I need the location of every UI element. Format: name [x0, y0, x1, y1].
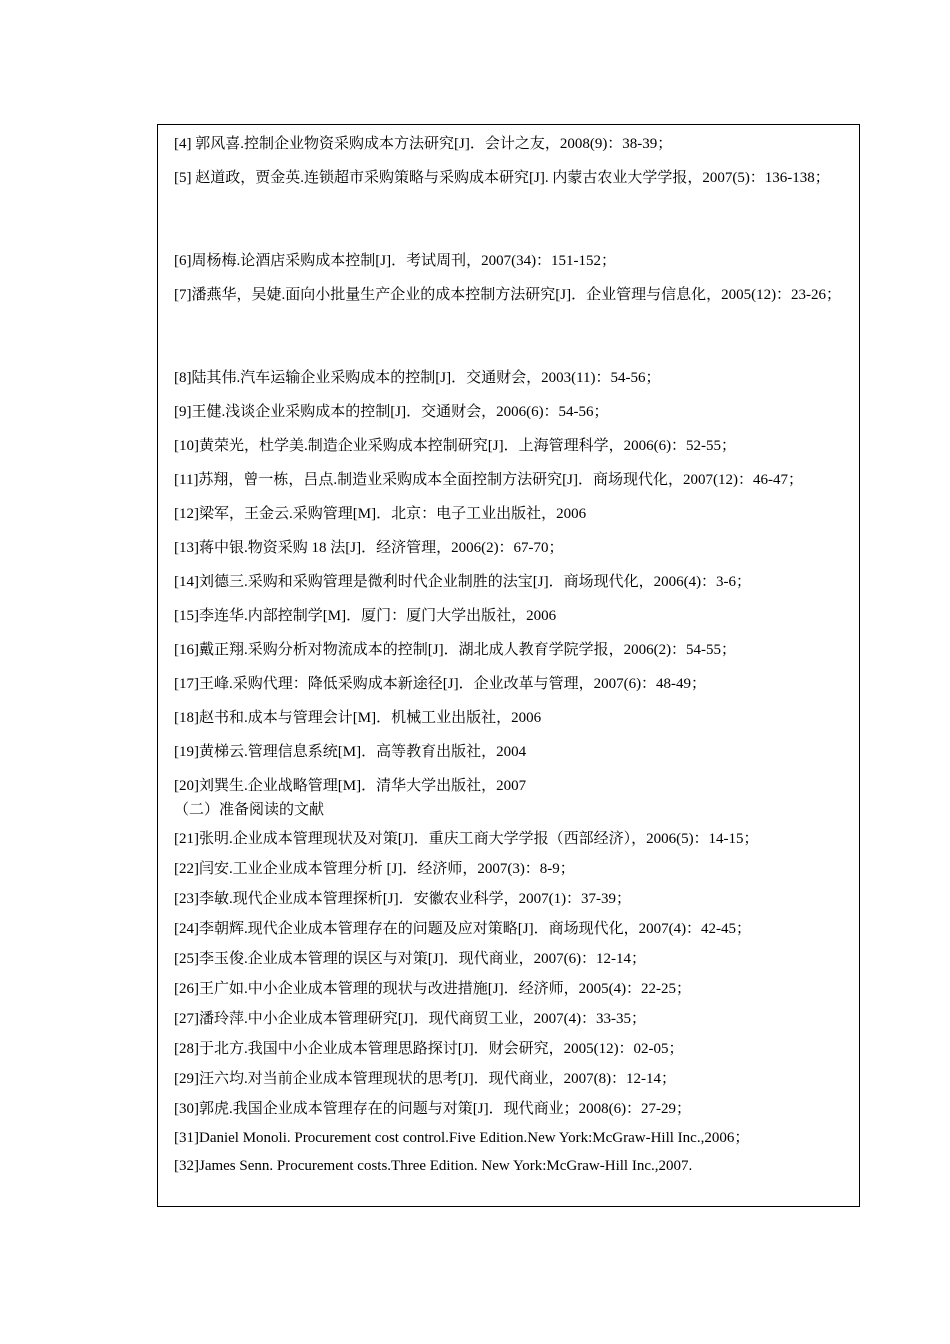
- section-heading: （二）准备阅读的文献: [174, 802, 325, 818]
- reference-item: [25]李玉俊.企业成本管理的误区与对策[J]．现代商业，2007(6)：12-14；: [174, 951, 647, 967]
- reference-item: [31]Daniel Monoli. Procurement cost control.Five Edition.New York:McGraw-Hill Inc.,2006；: [174, 1130, 750, 1146]
- reference-item: [27]潘玲萍.中小企业成本管理研究[J]．现代商贸工业，2007(4)：33-35；: [174, 1011, 647, 1027]
- reference-item: [6]周杨梅.论酒店采购成本控制[J]．考试周刊，2007(34)：151-152；: [174, 253, 617, 269]
- reference-item: [4] 郭风喜.控制企业物资采购成本方法研究[J]．会计之友，2008(9)：38-39；: [174, 136, 673, 152]
- reference-item: [11]苏翔，曾一栋，吕点.制造业采购成本全面控制方法研究[J]．商场现代化，2007(12)：46-47；: [174, 472, 804, 488]
- reference-item: [12]梁军，王金云.采购管理[M]．北京：电子工业出版社，2006: [174, 506, 587, 522]
- reference-list-primary: [174, 127, 854, 803]
- reference-item: [19]黄梯云.管理信息系统[M]．高等教育出版社，2004: [174, 744, 527, 760]
- reference-item: [24]李朝辉.现代企业成本管理存在的问题及应对策略[J]．商场现代化，2007(4)：42-45；: [174, 921, 752, 937]
- reference-item: [16]戴正翔.采购分析对物流成本的控制[J]．湖北成人教育学院学报，2006(2)：54-55；: [174, 642, 737, 658]
- reference-item: [30]郭虎.我国企业成本管理存在的问题与对策[J]．现代商业；2008(6)：27-29；: [174, 1101, 692, 1117]
- reference-item: [18]赵书和.成本与管理会计[M]．机械工业出版社，2006: [174, 710, 542, 726]
- reference-item: [15]李连华.内部控制学[M]．厦门：厦门大学出版社，2006: [174, 608, 557, 624]
- reference-item: [22]闫安.工业企业成本管理分析 [J]．经济师，2007(3)：8-9；: [174, 861, 575, 877]
- reference-item: [29]汪六均.对当前企业成本管理现状的思考[J]．现代商业，2007(8)：12-14；: [174, 1071, 677, 1087]
- reference-item: [7]潘燕华，吴婕.面向小批量生产企业的成本控制方法研究[J]．企业管理与信息化，2005(12)：23-26；: [174, 287, 842, 303]
- reference-item: [17]王峰.采购代理：降低采购成本新途径[J]．企业改革与管理，2007(6)：48-49；: [174, 676, 707, 692]
- reference-list-reading: [174, 800, 854, 1180]
- reference-item: [28]于北方.我国中小企业成本管理思路探讨[J]．财会研究，2005(12)：02-05；: [174, 1041, 684, 1057]
- reference-item: [10]黄荣光，杜学美.制造企业采购成本控制研究[J]．上海管理科学，2006(6)：52-55；: [174, 438, 737, 454]
- reference-item: [14]刘德三.采购和采购管理是微利时代企业制胜的法宝[J]．商场现代化，2006(4)：3-6；: [174, 574, 752, 590]
- reference-item: [32]James Senn. Procurement costs.Three Edition. New York:McGraw-Hill Inc.,2007.: [174, 1158, 693, 1174]
- reference-item: [21]张明.企业成本管理现状及对策[J]．重庆工商大学学报（西部经济），2006(5)：14-15；: [174, 831, 759, 847]
- reference-item: [20]刘巽生.企业战略管理[M]．清华大学出版社，2007: [174, 778, 527, 794]
- reference-item: [26]王广如.中小企业成本管理的现状与改进措施[J]．经济师，2005(4)：22-25；: [174, 981, 692, 997]
- reference-item: [23]李敏.现代企业成本管理探析[J]．安徽农业科学，2007(1)：37-39；: [174, 891, 632, 907]
- reference-item: [8]陆其伟.汽车运输企业采购成本的控制[J]．交通财会，2003(11)：54-56；: [174, 370, 661, 386]
- reference-item: [13]蒋中银.物资采购 18 法[J]．经济管理，2006(2)：67-70；: [174, 540, 564, 556]
- reference-item: [5] 赵道政，贾金英.连锁超市采购策略与采购成本研究[J]. 内蒙古农业大学学报，2007(5)：136-138；: [174, 170, 830, 186]
- reference-item: [9]王健.浅谈企业采购成本的控制[J]．交通财会，2006(6)：54-56；: [174, 404, 609, 420]
